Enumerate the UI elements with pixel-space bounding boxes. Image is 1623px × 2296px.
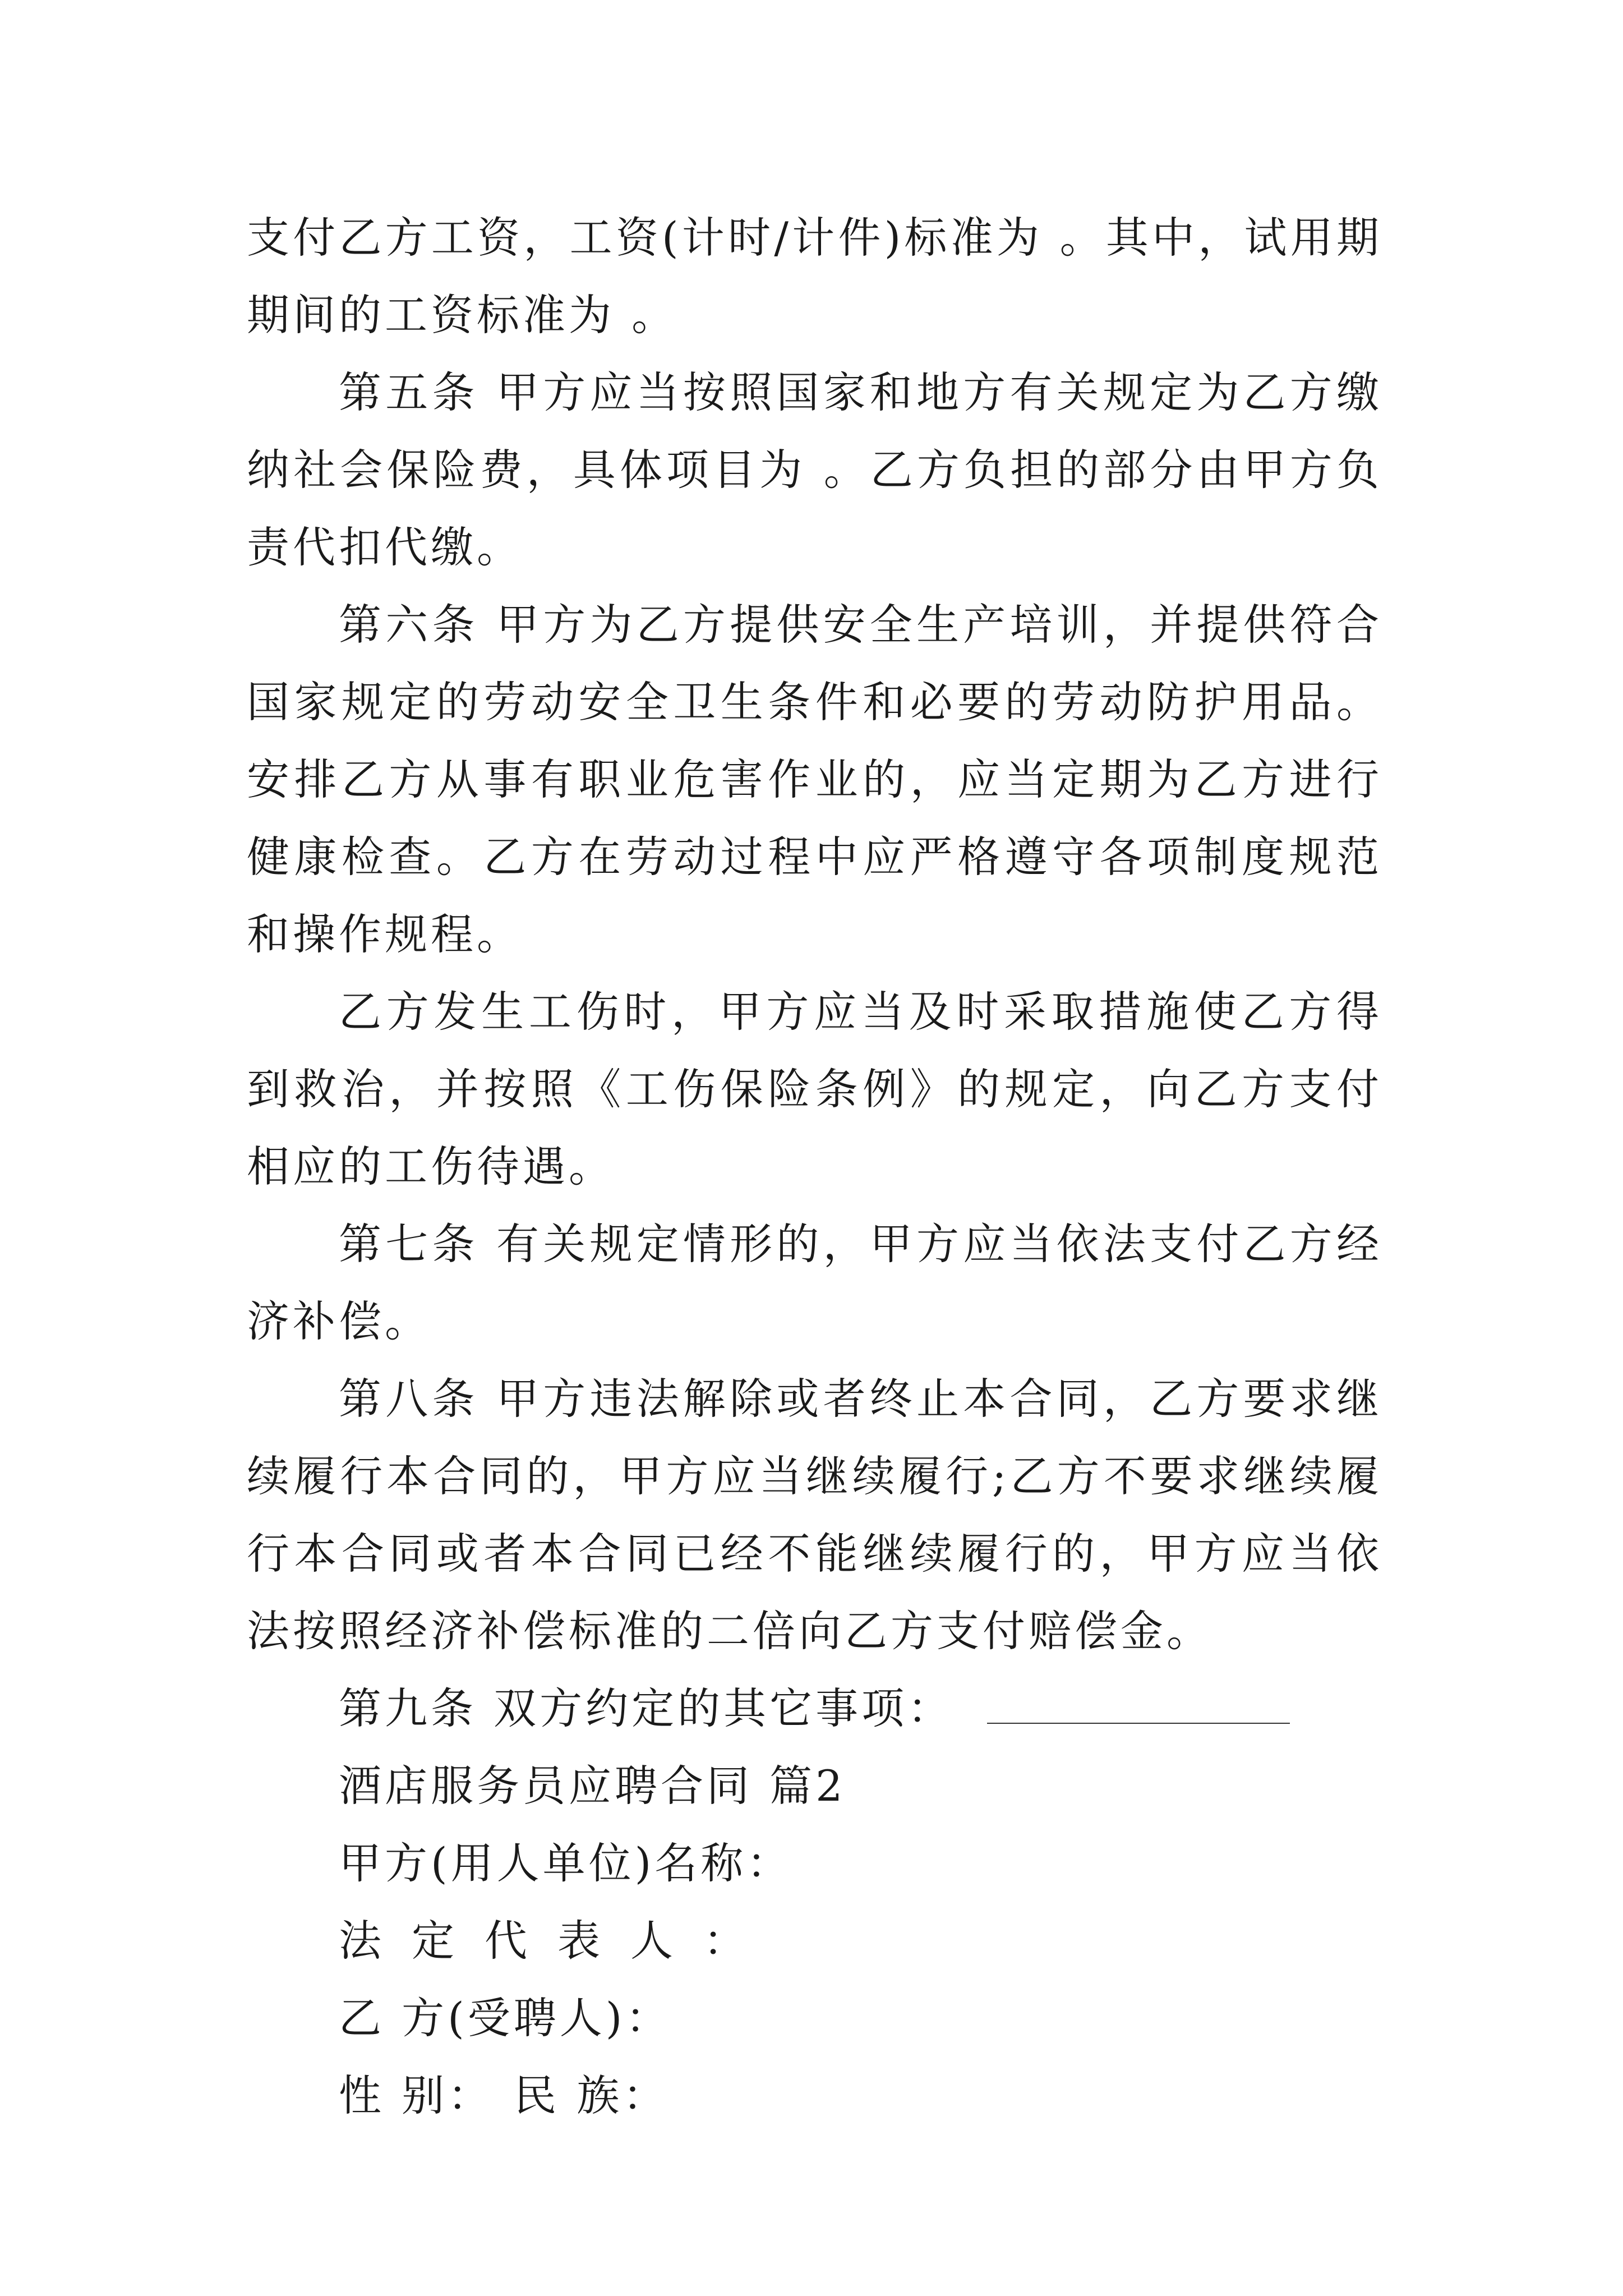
paragraph-article-6: 第六条 甲方为乙方提供安全生产培训，并提供符合国家规定的劳动安全卫生条件和必要的劳动防护用品。安排乙方从事有职业危害作业的，应当定期为乙方进行健康检查。乙方在劳动过程中应严格遵守各项制度规范和操作规程。 xyxy=(247,600,1382,959)
other-matters-label: 第九条 双方约定的其它事项： xyxy=(339,1683,954,1733)
ethnicity-label: 民 族： xyxy=(514,2070,669,2120)
article-9-line xyxy=(247,1670,1382,1747)
gender-label: 性 别： xyxy=(339,2070,494,2120)
section-title: 酒店服务员应聘合同 篇2 xyxy=(339,1761,846,1811)
paragraph-wage-standard: 支付乙方工资，工资(计时/计件)标准为 。其中，试用期期间的工资标准为 。 xyxy=(247,213,1382,340)
paragraph-work-injury: 乙方发生工伤时，甲方应当及时采取措施使乙方得到救治，并按照《工伤保险条例》的规定，向乙方支付相应的工伤待遇。 xyxy=(247,987,1382,1191)
party-a-name-label: 甲方(用人单位)名称： xyxy=(339,1838,793,1888)
paragraph-article-5: 第五条 甲方应当按照国家和地方有关规定为乙方缴纳社会保险费，具体项目为 。乙方负担的部分由甲方负责代扣代缴。 xyxy=(247,367,1382,572)
paragraph-article-7: 第七条 有关规定情形的，甲方应当依法支付乙方经济补偿。 xyxy=(247,1219,1382,1346)
paragraph-article-8: 第八条 甲方违法解除或者终止本合同，乙方要求继续履行本合同的，甲方应当继续履行;乙方不要求继续履行本合同或者本合同已经不能继续履行的，甲方应当依法按照经济补偿标准的二倍向乙方支付赔偿金。 xyxy=(247,1374,1382,1656)
gender-ethnicity-line xyxy=(247,2057,1382,2134)
party-b-label: 乙 方(受聘人)： xyxy=(339,1993,672,2043)
fill-in-blank-line xyxy=(987,1723,1290,1724)
contract-body xyxy=(247,199,1382,2134)
legal-representative-label: 法定代表人： xyxy=(339,1916,776,1966)
